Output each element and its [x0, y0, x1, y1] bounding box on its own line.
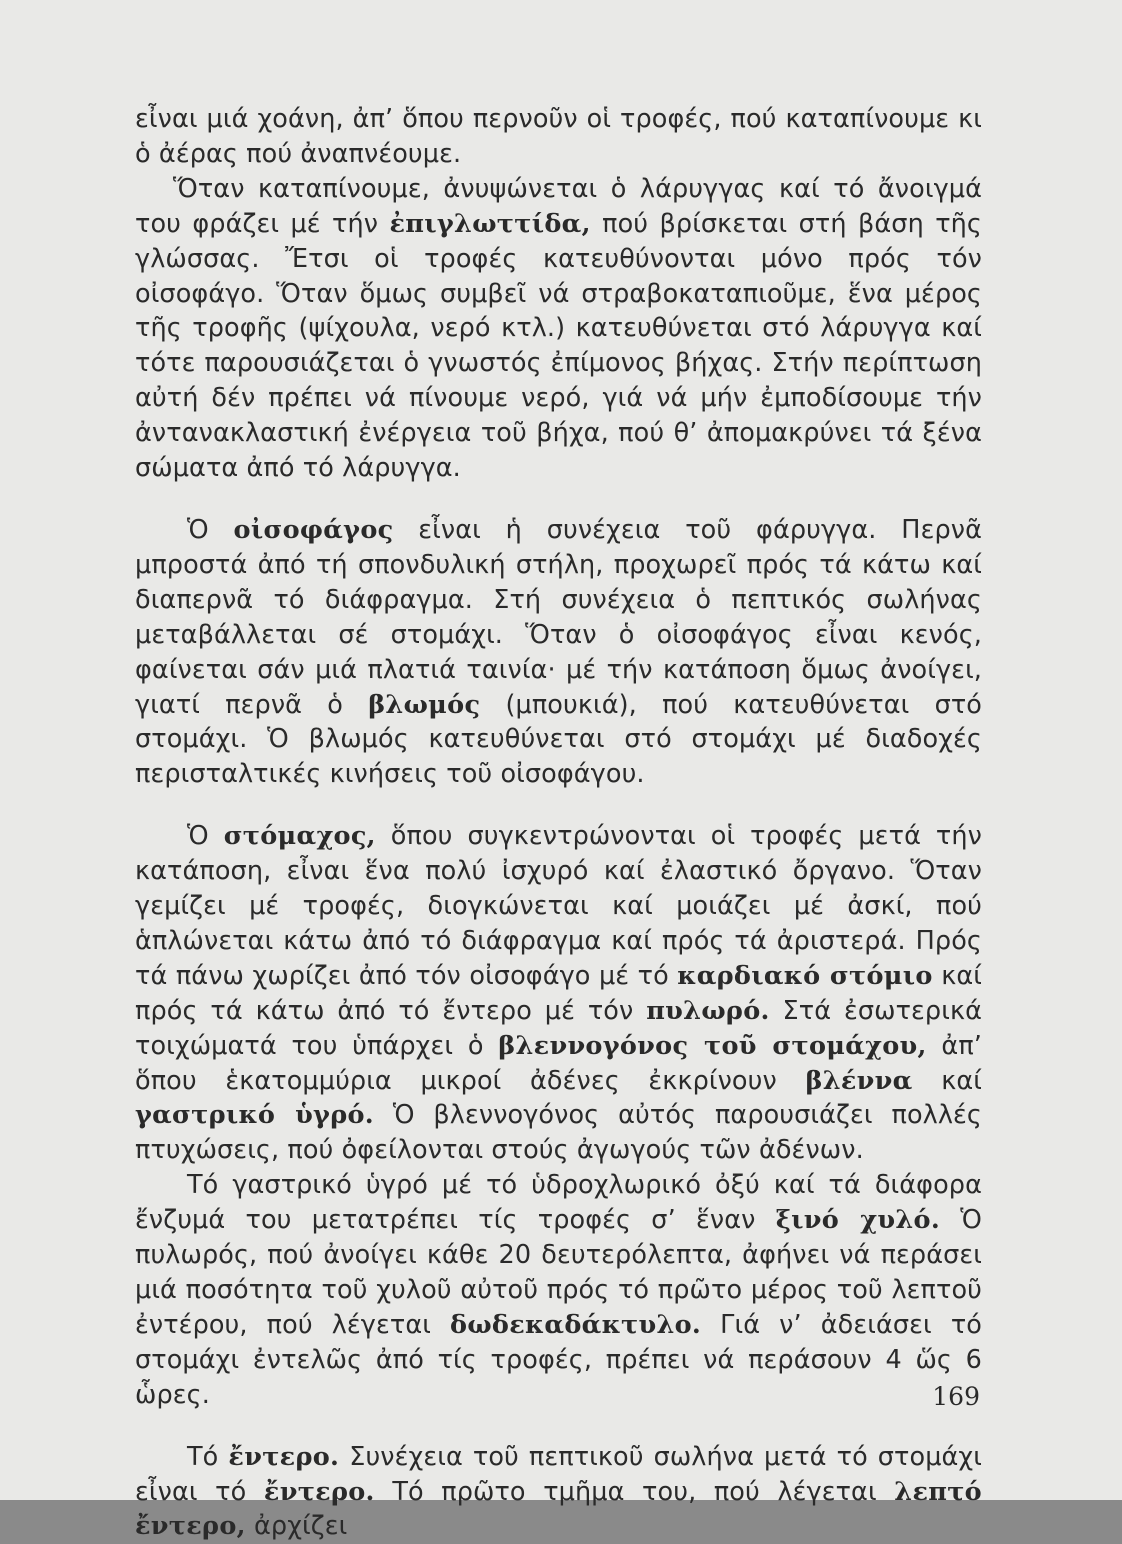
- text-run: Τό πρῶτο τμῆμα του, πού λέγεται: [374, 1476, 895, 1507]
- bold-term: βλεννογόνος τοῦ στομάχου,: [498, 1030, 927, 1061]
- body-text: [135, 102, 982, 1544]
- bold-term: λεπτό ἔντερο,: [135, 1476, 982, 1542]
- bold-term: ἐπιγλωττίδα,: [389, 208, 591, 239]
- text-run: Ὁ βλεννογόνος αὐτός παρουσιάζει πολλές πτυχώσεις, πού ὀφείλονται στούς ἀγωγούς τῶν ἀδένων.: [135, 1100, 982, 1166]
- text-run: πού βρίσκεται στή βάση τῆς γλώσσας. Ἔτσι οἱ τροφές κατευθύνονται μόνο πρός τόν οἰσοφάγο. Ὅταν ὅμως συμβεῖ νά στραβοκαταπιοῦμε, ἕνα μέρος τῆς τροφῆς (ψίχουλα, νερό κτλ.) κατευθύνεται στό λάρυγγα καί τότε παρουσιάζεται ὁ γνωστός ἐπίμονος βήχας. Στήν περίπτωση αὐτή δέν πρέπει νά πίνουμε νερό, γιά νά μήν ἐμποδίσουμε τήν ἀντανακλαστική ἐνέργεια τοῦ βήχα, πού θ’ ἀπομακρύνει τά ξένα σώματα ἀπό τό λάρυγγα.: [135, 208, 982, 484]
- text-run: Ὁ: [187, 514, 234, 545]
- bold-term: δωδεκαδάκτυλο.: [450, 1309, 702, 1340]
- text-run: ἀρχίζει: [245, 1511, 348, 1542]
- bold-term: στόμαχος,: [223, 821, 376, 852]
- bold-term: γαστρικό ὑγρό.: [135, 1100, 374, 1131]
- text-run: ἀπ’ ὅπου ἑκατομμύρια μικροί ἀδένες ἐκκρίνουν: [135, 1030, 983, 1096]
- text-run: Ὁ πυλωρός, πού ἀνοίγει κάθε 20 δευτερόλεπτα, ἀφήνει νά περάσει μιά ποσότητα τοῦ χυλοῦ αὐτοῦ πρός τό πρῶτο μέρος τοῦ λεπτοῦ ἐντέρου, πού λέγεται: [135, 1205, 982, 1340]
- page-number: 169: [932, 1382, 980, 1411]
- text-run: εἶναι μιά χοάνη, ἀπ’ ὅπου περνοῦν οἱ τροφές, πού καταπίνουμε κι ὁ ἀέρας πού ἀναπνέουμε.: [135, 104, 982, 169]
- text-run: Τό γαστρικό ὑγρό μέ τό ὑδροχλωρικό ὀξύ καί τά διάφορα ἔνζυμά του μετατρέπει τίς τροφές σ’ ἕναν: [135, 1170, 982, 1236]
- text-run: ὅπου συγκεντρώνονται οἱ τροφές μετά τήν κατάποση, εἶναι ἕνα πολύ ἰσχυρό καί ἐλαστικό ὄργανο. Ὅταν γεμίζει μέ τροφές, διογκώνεται καί μοιάζει μέ ἀσκί, πού ἁπλώνεται κάτω ἀπό τό διάφραγμα καί πρός τά ἀριστερά. Πρός τά πάνω χωρίζει ἀπό τόν οἰσοφάγο μέ τό: [135, 821, 982, 991]
- text-run: (μπουκιά), πού κατευθύνεται στό στομάχι. Ὁ βλωμός κατευθύνεται στό στομάχι μέ διαδοχές περισταλτικές κινήσεις τοῦ οἰσοφάγου.: [135, 689, 982, 790]
- text-run: Τό: [187, 1441, 229, 1472]
- text-run: καί: [912, 1065, 982, 1096]
- text-run: καί πρός τά κάτω ἀπό τό ἔντερο μέ τόν: [135, 960, 982, 1026]
- bold-term: βλέννα: [805, 1065, 913, 1096]
- paragraph: [135, 102, 982, 172]
- paragraph: [135, 172, 982, 486]
- paragraph: [135, 819, 982, 1168]
- text-run: Στά ἐσωτερικά τοιχώματά του ὑπάρχει ὁ: [135, 995, 982, 1061]
- bold-term: ἔντερο.: [263, 1476, 375, 1507]
- bold-term: βλωμός: [368, 689, 481, 720]
- bold-term: καρδιακό στόμιο: [677, 960, 933, 991]
- text-run: Συνέχεια τοῦ πεπτικοῦ σωλήνα μετά τό στομάχι εἶναι τό: [135, 1441, 982, 1507]
- bold-term: ξινό χυλό.: [775, 1205, 941, 1236]
- text-run: Ὅταν καταπίνουμε, ἀνυψώνεται ὁ λάρυγγας καί τό ἄνοιγμά του φράζει μέ τήν: [135, 173, 982, 239]
- text-run: Γιά ν’ ἀδειάσει τό στομάχι ἐντελῶς ἀπό τίς τροφές, πρέπει νά περάσουν 4 ὥς 6 ὧρες.: [135, 1309, 982, 1410]
- paragraph: [135, 1440, 982, 1544]
- bold-term: πυλωρό.: [646, 995, 770, 1026]
- text-run: Ὁ: [187, 821, 224, 852]
- bold-term: ἔντερο.: [228, 1441, 340, 1472]
- text-run: εἶναι ἡ συνέχεια τοῦ φάρυγγα. Περνᾶ μπροστά ἀπό τή σπονδυλική στήλη, προχωρεῖ πρός τά κάτω καί διαπερνᾶ τό διάφραγμα. Στή συνέχεια ὁ πεπτικός σωλήνας μεταβάλλεται σέ στομάχι. Ὅταν ὁ οἰσοφάγος εἶναι κενός, φαίνεται σάν μιά πλατιά ταινία· μέ τήν κατάποση ὅμως ἀνοίγει, γιατί περνᾶ ὁ: [135, 514, 982, 720]
- paragraph: [135, 1168, 982, 1412]
- bold-term: οἰσοφάγος: [233, 514, 394, 545]
- paragraph: [135, 513, 982, 792]
